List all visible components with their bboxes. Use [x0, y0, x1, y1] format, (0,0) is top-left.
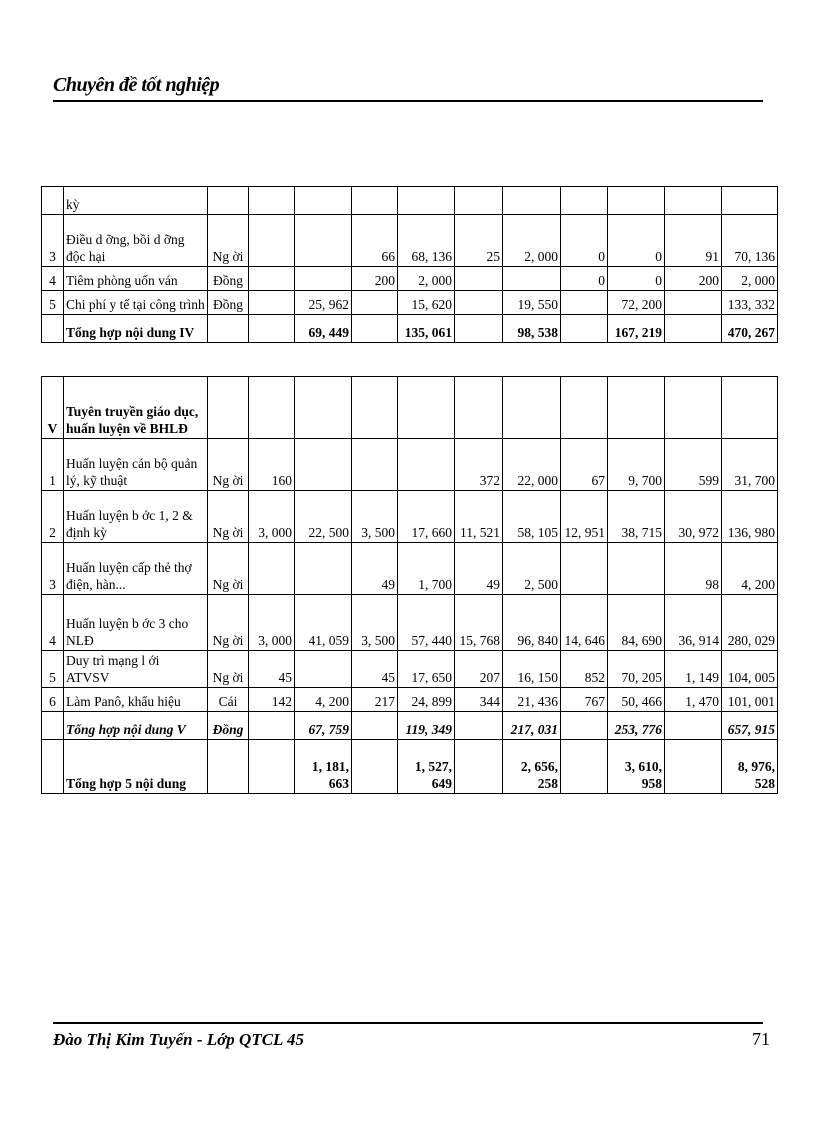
cell-c7 — [561, 315, 608, 343]
table-row — [42, 651, 778, 688]
cell-c9: 1, 470 — [665, 688, 722, 712]
cell-c3: 66 — [352, 215, 398, 267]
cell-c10: 2, 000 — [722, 267, 778, 291]
cell-stt: 4 — [42, 267, 64, 291]
cell-c9: 30, 972 — [665, 491, 722, 543]
cell-c3 — [352, 291, 398, 315]
cell-c5 — [455, 187, 503, 215]
cell-c6: 98, 538 — [503, 315, 561, 343]
cost-table-section-v — [41, 376, 778, 794]
table-row — [42, 267, 778, 291]
cell-c9 — [665, 291, 722, 315]
cell-stt: 3 — [42, 543, 64, 595]
cell-name: Huấn luyện cán bộ quản lý, kỹ thuật — [64, 439, 208, 491]
cell-c6: 19, 550 — [503, 291, 561, 315]
cell-c1: 45 — [249, 651, 295, 688]
cell-name: Huấn luyện cấp thẻ thợ điện, hàn... — [64, 543, 208, 595]
cell-unit: Đồng — [208, 712, 249, 740]
cell-c1: 160 — [249, 439, 295, 491]
cell-c4: 17, 650 — [398, 651, 455, 688]
cell-c8 — [608, 543, 665, 595]
cell-c2: 67, 759 — [295, 712, 352, 740]
cell-c9: 1, 149 — [665, 651, 722, 688]
cell-c9: 599 — [665, 439, 722, 491]
cell-c1 — [249, 187, 295, 215]
cell-c2 — [295, 543, 352, 595]
cell-c8: 72, 200 — [608, 291, 665, 315]
cell-c3 — [352, 439, 398, 491]
table-row — [42, 595, 778, 651]
cell-c5 — [455, 291, 503, 315]
cell-c10: 8, 976, 528 — [722, 740, 778, 794]
cell-c6: 2, 656, 258 — [503, 740, 561, 794]
cell-c6: 22, 000 — [503, 439, 561, 491]
cell-c2: 22, 500 — [295, 491, 352, 543]
cell-c1 — [249, 740, 295, 794]
cell-unit: Ng ời — [208, 491, 249, 543]
cell-c7 — [561, 712, 608, 740]
cell-name: Tổng hợp 5 nội dung — [64, 740, 208, 794]
cell-c9 — [665, 315, 722, 343]
cell-c6 — [503, 377, 561, 439]
cell-unit: Đồng — [208, 267, 249, 291]
cell-c5: 11, 521 — [455, 491, 503, 543]
cell-c3: 3, 500 — [352, 491, 398, 543]
table-row — [42, 740, 778, 794]
cell-c10 — [722, 377, 778, 439]
cell-c10: 133, 332 — [722, 291, 778, 315]
cell-c5: 49 — [455, 543, 503, 595]
cell-c2: 1, 181, 663 — [295, 740, 352, 794]
cell-c6: 217, 031 — [503, 712, 561, 740]
cell-c4: 57, 440 — [398, 595, 455, 651]
cell-c3: 45 — [352, 651, 398, 688]
table-row — [42, 712, 778, 740]
cell-c7 — [561, 187, 608, 215]
cell-c8: 9, 700 — [608, 439, 665, 491]
cell-c3: 217 — [352, 688, 398, 712]
cell-name: Huấn luyện b ớc 3 cho NLĐ — [64, 595, 208, 651]
cell-c2: 25, 962 — [295, 291, 352, 315]
cell-stt: V — [42, 377, 64, 439]
cell-c8: 70, 205 — [608, 651, 665, 688]
cell-unit: Đồng — [208, 291, 249, 315]
cell-c1 — [249, 712, 295, 740]
table-row — [42, 291, 778, 315]
cell-c5: 25 — [455, 215, 503, 267]
cell-c5: 372 — [455, 439, 503, 491]
cell-c8: 253, 776 — [608, 712, 665, 740]
cell-c9 — [665, 740, 722, 794]
table-row — [42, 688, 778, 712]
cell-unit — [208, 315, 249, 343]
cell-unit: Ng ời — [208, 439, 249, 491]
cell-c1 — [249, 543, 295, 595]
table-body-iv — [42, 187, 778, 343]
cell-c8: 84, 690 — [608, 595, 665, 651]
cell-c7 — [561, 740, 608, 794]
cell-c6 — [503, 187, 561, 215]
cell-c10: 280, 029 — [722, 595, 778, 651]
cell-c10: 70, 136 — [722, 215, 778, 267]
page-number: 71 — [752, 1029, 770, 1049]
cell-name: kỳ — [64, 187, 208, 215]
cell-c4: 1, 700 — [398, 543, 455, 595]
table-row — [42, 377, 778, 439]
cell-c1 — [249, 315, 295, 343]
cell-unit: Cái — [208, 688, 249, 712]
cell-unit — [208, 377, 249, 439]
cell-name: Chi phí y tế tại công trình — [64, 291, 208, 315]
cell-c2 — [295, 377, 352, 439]
cell-c4: 15, 620 — [398, 291, 455, 315]
cell-unit: Ng ời — [208, 651, 249, 688]
cell-c8 — [608, 377, 665, 439]
cell-c1 — [249, 291, 295, 315]
cell-name: Làm Panô, khẩu hiệu — [64, 688, 208, 712]
cell-c2: 69, 449 — [295, 315, 352, 343]
cell-name: Tuyên truyền giáo dục, huấn luyện về BHLĐ — [64, 377, 208, 439]
cell-c7: 12, 951 — [561, 491, 608, 543]
cell-c6: 96, 840 — [503, 595, 561, 651]
cell-c7: 0 — [561, 267, 608, 291]
cell-c4: 135, 061 — [398, 315, 455, 343]
cell-c8: 0 — [608, 267, 665, 291]
cell-c5 — [455, 712, 503, 740]
cell-c1 — [249, 377, 295, 439]
cell-c6: 21, 436 — [503, 688, 561, 712]
table-row — [42, 543, 778, 595]
cell-c9: 98 — [665, 543, 722, 595]
cell-unit — [208, 187, 249, 215]
footer-divider — [53, 1022, 763, 1024]
cell-c5 — [455, 377, 503, 439]
cell-stt: 5 — [42, 651, 64, 688]
cell-c2: 4, 200 — [295, 688, 352, 712]
cell-name: Duy trì mạng l ới ATVSV — [64, 651, 208, 688]
cell-stt: 3 — [42, 215, 64, 267]
table-row — [42, 315, 778, 343]
cell-c10: 4, 200 — [722, 543, 778, 595]
cell-c5 — [455, 315, 503, 343]
cell-unit — [208, 740, 249, 794]
cell-c9: 91 — [665, 215, 722, 267]
cell-c10: 657, 915 — [722, 712, 778, 740]
cell-c5: 207 — [455, 651, 503, 688]
cell-c1 — [249, 215, 295, 267]
cell-c10: 31, 700 — [722, 439, 778, 491]
cell-name: Tổng hợp nội dung V — [64, 712, 208, 740]
cell-c1: 3, 000 — [249, 491, 295, 543]
cell-c5: 344 — [455, 688, 503, 712]
cell-c1 — [249, 267, 295, 291]
cell-unit: Ng ời — [208, 543, 249, 595]
cell-c10: 104, 005 — [722, 651, 778, 688]
cell-c1: 3, 000 — [249, 595, 295, 651]
cell-c6: 58, 105 — [503, 491, 561, 543]
cell-c8: 3, 610, 958 — [608, 740, 665, 794]
cell-stt — [42, 712, 64, 740]
cell-c4: 119, 349 — [398, 712, 455, 740]
cell-c9 — [665, 187, 722, 215]
cell-c9: 36, 914 — [665, 595, 722, 651]
cell-c10: 470, 267 — [722, 315, 778, 343]
cell-c2: 41, 059 — [295, 595, 352, 651]
cell-c4: 24, 899 — [398, 688, 455, 712]
header-divider — [53, 100, 763, 102]
cell-c2 — [295, 215, 352, 267]
cell-c10: 101, 001 — [722, 688, 778, 712]
cell-stt: 2 — [42, 491, 64, 543]
cell-c5: 15, 768 — [455, 595, 503, 651]
cell-c5 — [455, 267, 503, 291]
cell-unit: Ng ời — [208, 215, 249, 267]
cell-c5 — [455, 740, 503, 794]
cell-c8: 167, 219 — [608, 315, 665, 343]
cell-c6 — [503, 267, 561, 291]
cell-stt: 5 — [42, 291, 64, 315]
footer-author: Đào Thị Kim Tuyến - Lớp QTCL 45 — [53, 1030, 305, 1049]
cell-c10 — [722, 187, 778, 215]
table-row — [42, 491, 778, 543]
cell-c4: 17, 660 — [398, 491, 455, 543]
cell-c10: 136, 980 — [722, 491, 778, 543]
cell-c2 — [295, 651, 352, 688]
cell-stt: 1 — [42, 439, 64, 491]
cell-c8: 38, 715 — [608, 491, 665, 543]
cell-stt — [42, 740, 64, 794]
cell-name: Tiêm phòng uốn ván — [64, 267, 208, 291]
cell-c3: 200 — [352, 267, 398, 291]
cell-c7: 14, 646 — [561, 595, 608, 651]
table-body-v — [42, 377, 778, 794]
page-header-title: Chuyên đề tốt nghiệp — [53, 74, 220, 96]
cell-name: Huấn luyện b ớc 1, 2 & định kỳ — [64, 491, 208, 543]
cell-c7 — [561, 543, 608, 595]
cell-c7 — [561, 377, 608, 439]
cell-c7: 0 — [561, 215, 608, 267]
cell-c3: 49 — [352, 543, 398, 595]
cell-stt — [42, 315, 64, 343]
cell-c1: 142 — [249, 688, 295, 712]
cell-c3 — [352, 187, 398, 215]
cell-c4 — [398, 439, 455, 491]
cell-c4: 1, 527, 649 — [398, 740, 455, 794]
cell-c6: 16, 150 — [503, 651, 561, 688]
cell-c8: 0 — [608, 215, 665, 267]
cell-c9 — [665, 712, 722, 740]
cell-c6: 2, 000 — [503, 215, 561, 267]
cost-table-section-iv — [41, 186, 778, 343]
cell-c3 — [352, 315, 398, 343]
cell-stt — [42, 187, 64, 215]
cell-c6: 2, 500 — [503, 543, 561, 595]
cell-c4 — [398, 377, 455, 439]
cell-c3 — [352, 377, 398, 439]
cell-c7: 67 — [561, 439, 608, 491]
cell-c7 — [561, 291, 608, 315]
cell-c2 — [295, 267, 352, 291]
cell-c3 — [352, 740, 398, 794]
cell-c7: 852 — [561, 651, 608, 688]
cell-c2 — [295, 439, 352, 491]
table-row — [42, 439, 778, 491]
cell-name: Tổng hợp nội dung IV — [64, 315, 208, 343]
cell-c2 — [295, 187, 352, 215]
cell-c4 — [398, 187, 455, 215]
cell-stt: 4 — [42, 595, 64, 651]
cell-c3: 3, 500 — [352, 595, 398, 651]
cell-name: Điều d ỡng, bồi d ỡng độc hại — [64, 215, 208, 267]
cell-c3 — [352, 712, 398, 740]
cell-c8 — [608, 187, 665, 215]
cell-c9 — [665, 377, 722, 439]
cell-c8: 50, 466 — [608, 688, 665, 712]
cell-c4: 68, 136 — [398, 215, 455, 267]
table-row — [42, 215, 778, 267]
cell-c4: 2, 000 — [398, 267, 455, 291]
cell-stt: 6 — [42, 688, 64, 712]
cell-unit: Ng ời — [208, 595, 249, 651]
cell-c7: 767 — [561, 688, 608, 712]
cell-c9: 200 — [665, 267, 722, 291]
table-row — [42, 187, 778, 215]
